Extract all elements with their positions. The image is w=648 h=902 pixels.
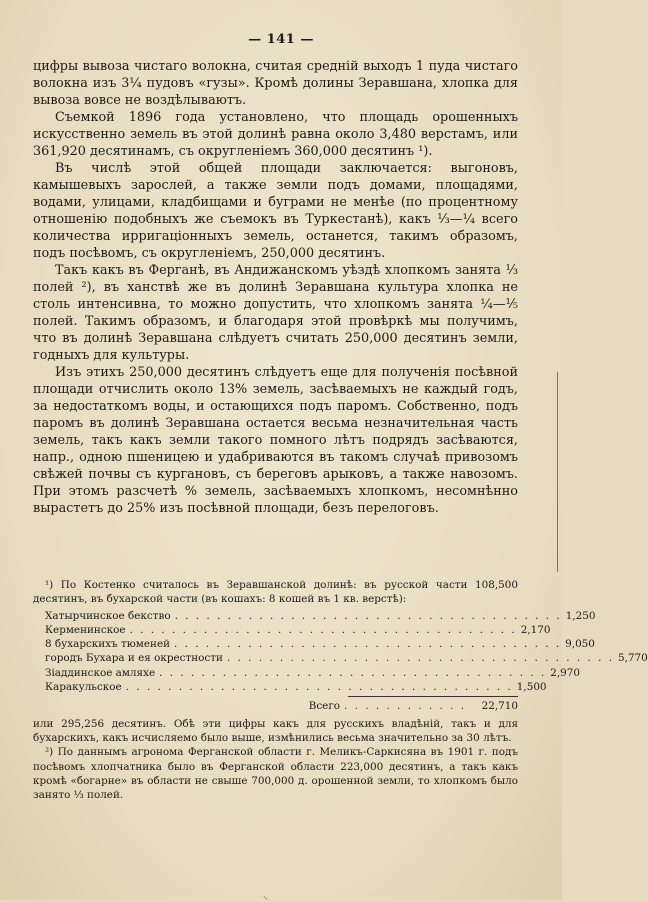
leader-dots: . . . . . . . . . . . . . . . . . . . . . . . . . . . . . . . . . . . . . (174, 638, 562, 651)
row-value: 1,500 (516, 681, 547, 694)
table-row (33, 609, 596, 623)
leader-dots: . . . . . . . . . . . . . . . . . . . . . . . . . . . . . . . . . . . . . (159, 666, 547, 679)
row-label: 8 бухарскихъ тюменей (45, 638, 171, 651)
page-number: — 141 — (248, 32, 314, 47)
row-label: городъ Бухара и ея окрестности (45, 652, 223, 665)
row-value: 2,970 (550, 666, 580, 679)
total-row (33, 697, 518, 713)
footnote-1-intro: ¹) По Костенко считалось въ Зеравшанской долинѣ: въ русской части 108,500 десятинъ, въ бухарской части (въ кошахъ: 8 кошей въ 1 кв. верстѣ): (33, 579, 518, 606)
row-label: Зiаддинское амляхе (45, 666, 156, 679)
row-value: 9,050 (565, 638, 595, 651)
paragraph-3: Въ числѣ этой общей площади заключается: выгоновъ, камышевыхъ зарослей, а также земли подъ домами, площадями, водами, улицами, кладбищами и буграми не менѣе (по процентному отношенiю подобныхъ же съемокъ въ Туркестанѣ), какъ ⅓—¼ всего количества ирригацiонныхъ земель, останется, такимъ образомъ, подъ посѣвомъ, съ округленiемъ, 250,000 десятинъ. (33, 161, 518, 261)
total-value: 22,710 (481, 700, 518, 713)
table-row (33, 623, 551, 637)
paragraph-2: Съемкой 1896 года установлено, что площадь орошенныхъ искусственно земель въ этой долинѣ равна около 3,480 верстамъ, или 361,920 десятинамъ, съ округленiемъ 360,000 десятинъ ¹). (33, 110, 518, 159)
footnote-2: ²) По даннымъ агронома Ферганской области г. Меликъ-Саркисяна въ 1901 г. подъ посѣвомъ хлопчатника было въ Ферганской области 223,000 десятинъ, а такъ какъ кромѣ «богарнe» въ области не свыше 700,000 д. орошенной земли, то хлопкомъ было занято ⅓ полей. (33, 746, 518, 802)
table-row (33, 651, 648, 665)
footnotes (33, 578, 648, 802)
total-label: Всего (308, 700, 341, 713)
row-value: 2,170 (520, 623, 551, 636)
row-value: 1,250 (565, 609, 596, 622)
leader-dots: . . . . . . . . . . . . . . . . . . . . . . . . . . . . . . . . . . . . . (125, 681, 513, 694)
main-text (33, 58, 518, 517)
paragraph-5: Изъ этихъ 250,000 десятинъ слѣдуетъ еще для полученiя посѣвной площади отчислить около 13% земель, засѣваемыхъ не каждый годъ, за недостаткомъ воды, и остающихся подъ паромъ. Собственно, подъ паромъ въ долинѣ Зеравшана остается весьма незначительная часть земель, такъ какъ земли такого помного лѣтъ подрядъ засѣваются, напр., одною пшеницею и удабриваются въ такомъ случаѣ привозомъ свѣжей почвы съ кургановъ, съ береговъ арыковъ, а также навозомъ. При этомъ разсчетѣ % земель, засѣваемыхъ хлопкомъ, несомнѣнно вырастетъ до 25% изъ посѣвной площади, безъ перелоговъ. (33, 365, 518, 516)
leader-dots: . . . . . . . . . . . . (344, 700, 466, 713)
row-value: 5,770 (618, 652, 648, 665)
row-label: Каракульское (45, 681, 122, 694)
leader-dots: . . . . . . . . . . . . . . . . . . . . . . . . . . . . . . . . . . . . . (129, 623, 517, 636)
row-label: Керменинское (45, 623, 126, 636)
leader-dots: . . . . . . . . . . . . . . . . . . . . . . . . . . . . . . . . . . . . . (226, 652, 615, 665)
pencil-margin-line (541, 372, 558, 572)
row-label: Хатырчинское бекство (45, 609, 171, 622)
table-row (33, 680, 547, 694)
footnote-1-table (33, 609, 648, 714)
footnote-1-after: или 295,256 десятинъ. Обѣ эти цифры какъ для русскихъ владѣнiй, такъ и для бухарскихъ, какъ исчисляемо было выше, измѣнились весьма значительно за 30 лѣтъ. (33, 717, 518, 744)
paragraph-1: цифры вывоза чистаго волокна, считая среднiй выходъ 1 пуда чистаго волокна изъ 3¼ пудовъ «гузы». Кромѣ долины Зеравшана, хлопка для вывоза вовсе не воздѣлываютъ. (33, 59, 518, 108)
pencil-check-mark: ⸜ (263, 891, 268, 902)
table-row (33, 666, 580, 680)
paragraph-4: Такъ какъ въ Ферганѣ, въ Андижанскомъ уѣздѣ хлопкомъ занята ⅓ полей ²), въ ханствѣ же въ долинѣ Зеравшана культура хлопка не столь интенсивна, то можно допустить, что хлопкомъ занята ¼—⅕ полей. Такимъ образомъ, и благодаря этой провѣркѣ мы получимъ, что въ долинѣ Зеравшана слѣдуетъ считать 250,000 десятинъ земли, годныхъ для культуры. (33, 263, 518, 363)
table-row (33, 637, 595, 651)
leader-dots: . . . . . . . . . . . . . . . . . . . . . . . . . . . . . . . . . . . . . (174, 609, 562, 622)
